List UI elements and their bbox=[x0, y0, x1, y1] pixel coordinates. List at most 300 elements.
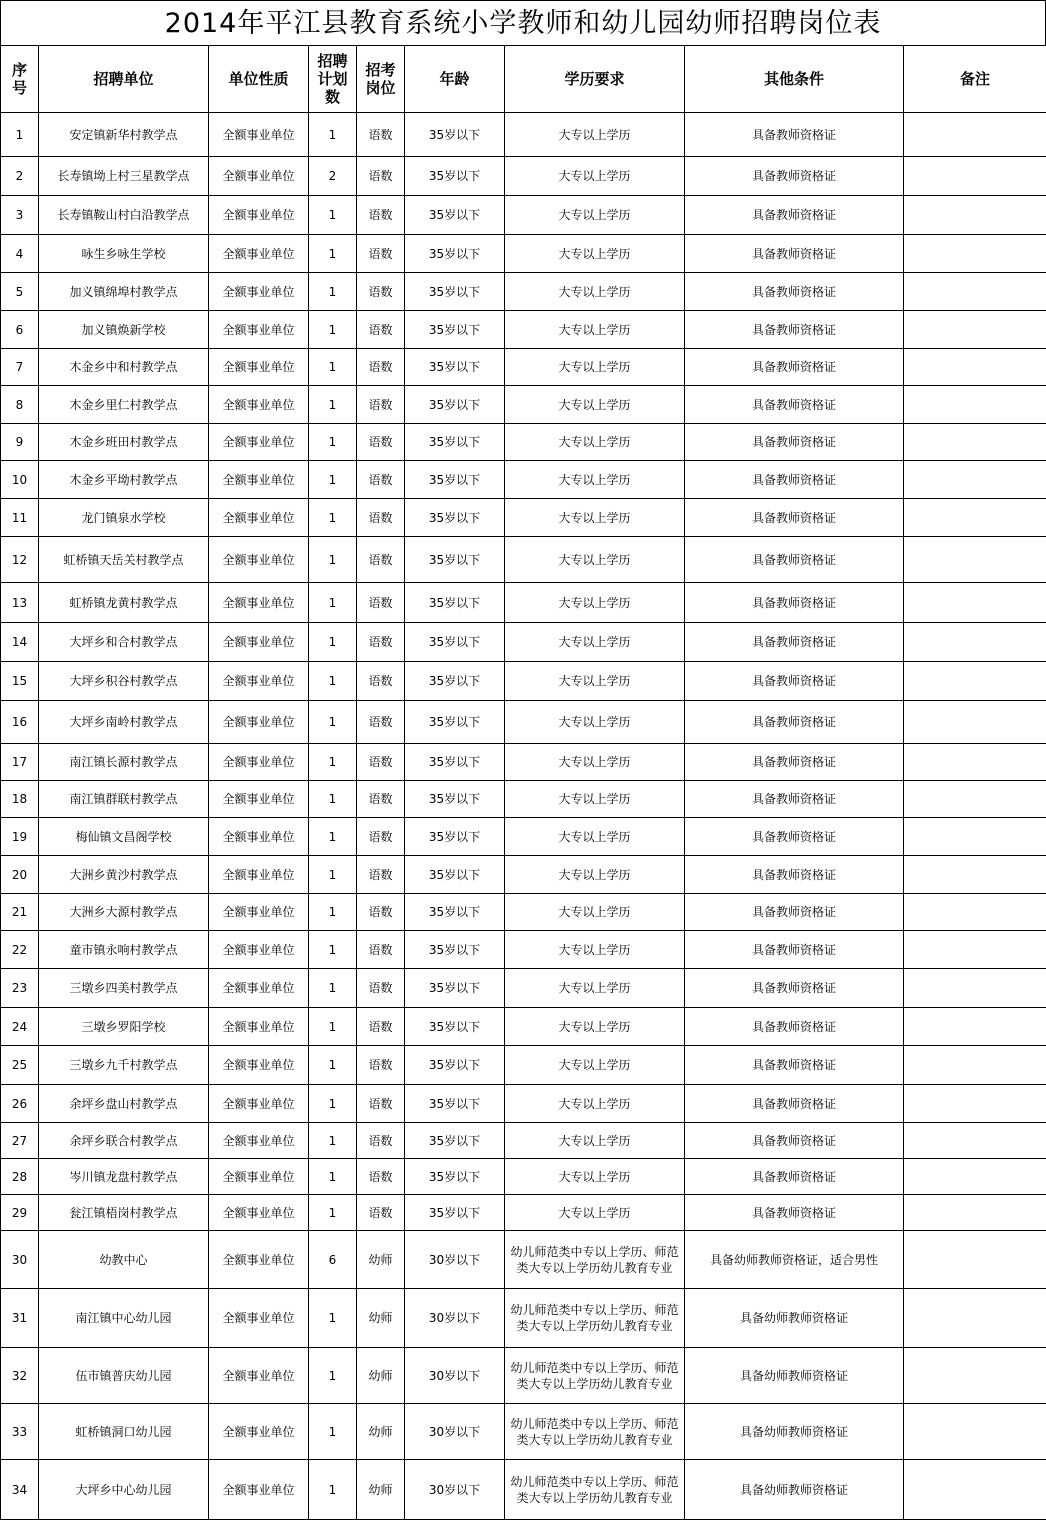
cell-nature: 全额事业单位 bbox=[209, 1231, 309, 1289]
cell-unit: 虹桥镇洞口幼儿园 bbox=[39, 1404, 209, 1460]
cell-other: 具备教师资格证 bbox=[685, 1123, 904, 1159]
cell-plan: 1 bbox=[309, 623, 357, 662]
cell-age: 35岁以下 bbox=[405, 311, 505, 349]
cell-remark bbox=[904, 386, 1046, 424]
cell-nature: 全额事业单位 bbox=[209, 235, 309, 273]
cell-plan: 1 bbox=[309, 969, 357, 1008]
cell-nature: 全额事业单位 bbox=[209, 744, 309, 781]
cell-age: 35岁以下 bbox=[405, 1159, 505, 1195]
cell-post: 语数 bbox=[357, 931, 405, 969]
cell-nature: 全额事业单位 bbox=[209, 1085, 309, 1123]
cell-seq: 18 bbox=[1, 781, 39, 818]
cell-nature: 全额事业单位 bbox=[209, 1404, 309, 1460]
cell-unit: 三墩乡四美村教学点 bbox=[39, 969, 209, 1008]
table-row bbox=[1, 894, 1046, 931]
table-row bbox=[1, 1159, 1046, 1195]
cell-seq: 5 bbox=[1, 273, 39, 311]
cell-unit: 南江镇中心幼儿园 bbox=[39, 1289, 209, 1348]
table-row bbox=[1, 157, 1046, 196]
header-nature: 单位性质 bbox=[209, 46, 309, 113]
table-row bbox=[1, 273, 1046, 311]
cell-age: 35岁以下 bbox=[405, 583, 505, 623]
cell-age: 35岁以下 bbox=[405, 701, 505, 744]
cell-seq: 4 bbox=[1, 235, 39, 273]
cell-remark bbox=[904, 537, 1046, 583]
cell-post: 语数 bbox=[357, 196, 405, 235]
cell-nature: 全额事业单位 bbox=[209, 461, 309, 499]
table-row bbox=[1, 969, 1046, 1008]
cell-unit: 余坪乡联合村教学点 bbox=[39, 1123, 209, 1159]
cell-seq: 1 bbox=[1, 113, 39, 157]
cell-plan: 1 bbox=[309, 894, 357, 931]
cell-plan: 1 bbox=[309, 1404, 357, 1460]
cell-other: 具备教师资格证 bbox=[685, 537, 904, 583]
cell-age: 35岁以下 bbox=[405, 744, 505, 781]
cell-nature: 全额事业单位 bbox=[209, 931, 309, 969]
cell-unit: 虹桥镇龙黄村教学点 bbox=[39, 583, 209, 623]
table-row bbox=[1, 1348, 1046, 1404]
cell-remark bbox=[904, 623, 1046, 662]
cell-other: 具备教师资格证 bbox=[685, 623, 904, 662]
cell-plan: 1 bbox=[309, 196, 357, 235]
header-remark: 备注 bbox=[904, 46, 1046, 113]
table-row bbox=[1, 744, 1046, 781]
cell-edu: 大专以上学历 bbox=[505, 461, 685, 499]
cell-unit: 大坪乡积谷村教学点 bbox=[39, 662, 209, 701]
cell-nature: 全额事业单位 bbox=[209, 1123, 309, 1159]
cell-nature: 全额事业单位 bbox=[209, 499, 309, 537]
cell-post: 语数 bbox=[357, 235, 405, 273]
cell-age: 35岁以下 bbox=[405, 1195, 505, 1231]
cell-age: 35岁以下 bbox=[405, 623, 505, 662]
cell-nature: 全额事业单位 bbox=[209, 818, 309, 856]
table-row bbox=[1, 235, 1046, 273]
cell-unit: 木金乡平坳村教学点 bbox=[39, 461, 209, 499]
cell-remark bbox=[904, 196, 1046, 235]
cell-unit: 加义镇绵埠村教学点 bbox=[39, 273, 209, 311]
cell-nature: 全额事业单位 bbox=[209, 1008, 309, 1046]
header-plan: 招聘计划数 bbox=[309, 46, 357, 113]
cell-nature: 全额事业单位 bbox=[209, 1348, 309, 1404]
cell-edu: 大专以上学历 bbox=[505, 662, 685, 701]
cell-plan: 1 bbox=[309, 1159, 357, 1195]
cell-post: 语数 bbox=[357, 856, 405, 894]
cell-unit: 三墩乡九千村教学点 bbox=[39, 1046, 209, 1085]
cell-other: 具备教师资格证 bbox=[685, 1159, 904, 1195]
cell-seq: 31 bbox=[1, 1289, 39, 1348]
table-row bbox=[1, 424, 1046, 461]
table-row bbox=[1, 1289, 1046, 1348]
cell-post: 语数 bbox=[357, 781, 405, 818]
cell-remark bbox=[904, 499, 1046, 537]
cell-post: 语数 bbox=[357, 113, 405, 157]
cell-post: 幼师 bbox=[357, 1231, 405, 1289]
cell-nature: 全额事业单位 bbox=[209, 781, 309, 818]
cell-plan: 1 bbox=[309, 856, 357, 894]
cell-unit: 龙门镇泉水学校 bbox=[39, 499, 209, 537]
cell-seq: 19 bbox=[1, 818, 39, 856]
cell-remark bbox=[904, 818, 1046, 856]
cell-plan: 1 bbox=[309, 1348, 357, 1404]
cell-edu: 大专以上学历 bbox=[505, 781, 685, 818]
cell-edu: 大专以上学历 bbox=[505, 623, 685, 662]
cell-remark bbox=[904, 157, 1046, 196]
cell-nature: 全额事业单位 bbox=[209, 894, 309, 931]
cell-post: 语数 bbox=[357, 424, 405, 461]
cell-post: 语数 bbox=[357, 273, 405, 311]
cell-post: 语数 bbox=[357, 537, 405, 583]
table-row bbox=[1, 1404, 1046, 1460]
cell-unit: 岑川镇龙盘村教学点 bbox=[39, 1159, 209, 1195]
cell-post: 语数 bbox=[357, 1008, 405, 1046]
cell-unit: 南江镇群联村教学点 bbox=[39, 781, 209, 818]
cell-seq: 15 bbox=[1, 662, 39, 701]
cell-plan: 1 bbox=[309, 744, 357, 781]
cell-seq: 22 bbox=[1, 931, 39, 969]
cell-plan: 1 bbox=[309, 311, 357, 349]
cell-post: 语数 bbox=[357, 744, 405, 781]
header-edu: 学历要求 bbox=[505, 46, 685, 113]
cell-other: 具备教师资格证 bbox=[685, 894, 904, 931]
cell-remark bbox=[904, 931, 1046, 969]
cell-nature: 全额事业单位 bbox=[209, 1159, 309, 1195]
cell-seq: 21 bbox=[1, 894, 39, 931]
header-unit: 招聘单位 bbox=[39, 46, 209, 113]
cell-seq: 25 bbox=[1, 1046, 39, 1085]
cell-post: 语数 bbox=[357, 349, 405, 386]
table-row bbox=[1, 1231, 1046, 1289]
cell-unit: 童市镇永响村教学点 bbox=[39, 931, 209, 969]
cell-remark bbox=[904, 894, 1046, 931]
cell-plan: 1 bbox=[309, 1195, 357, 1231]
table-row bbox=[1, 386, 1046, 424]
table-row bbox=[1, 349, 1046, 386]
cell-nature: 全额事业单位 bbox=[209, 196, 309, 235]
cell-seq: 26 bbox=[1, 1085, 39, 1123]
cell-edu: 大专以上学历 bbox=[505, 537, 685, 583]
cell-other: 具备教师资格证 bbox=[685, 818, 904, 856]
table-row bbox=[1, 196, 1046, 235]
cell-plan: 1 bbox=[309, 662, 357, 701]
table-row bbox=[1, 1085, 1046, 1123]
cell-plan: 1 bbox=[309, 113, 357, 157]
cell-post: 语数 bbox=[357, 623, 405, 662]
cell-unit: 咏生乡咏生学校 bbox=[39, 235, 209, 273]
table-row bbox=[1, 1460, 1046, 1520]
cell-other: 具备教师资格证 bbox=[685, 781, 904, 818]
cell-seq: 10 bbox=[1, 461, 39, 499]
cell-plan: 1 bbox=[309, 386, 357, 424]
cell-plan: 1 bbox=[309, 1460, 357, 1520]
header-post: 招考岗位 bbox=[357, 46, 405, 113]
cell-edu: 大专以上学历 bbox=[505, 1046, 685, 1085]
cell-seq: 2 bbox=[1, 157, 39, 196]
cell-other: 具备幼师教师资格证 bbox=[685, 1348, 904, 1404]
cell-remark bbox=[904, 1046, 1046, 1085]
cell-unit: 大坪乡和合村教学点 bbox=[39, 623, 209, 662]
cell-post: 语数 bbox=[357, 969, 405, 1008]
cell-remark bbox=[904, 113, 1046, 157]
cell-seq: 34 bbox=[1, 1460, 39, 1520]
cell-unit: 长寿镇坳上村三星教学点 bbox=[39, 157, 209, 196]
cell-edu: 大专以上学历 bbox=[505, 499, 685, 537]
cell-edu: 大专以上学历 bbox=[505, 424, 685, 461]
cell-other: 具备教师资格证 bbox=[685, 386, 904, 424]
cell-seq: 7 bbox=[1, 349, 39, 386]
cell-post: 语数 bbox=[357, 1085, 405, 1123]
cell-remark bbox=[904, 1159, 1046, 1195]
page-title: 2014年平江县教育系统小学教师和幼儿园幼师招聘岗位表 bbox=[0, 0, 1046, 45]
cell-age: 35岁以下 bbox=[405, 499, 505, 537]
cell-seq: 33 bbox=[1, 1404, 39, 1460]
cell-seq: 20 bbox=[1, 856, 39, 894]
table-row bbox=[1, 856, 1046, 894]
cell-edu: 大专以上学历 bbox=[505, 235, 685, 273]
cell-age: 35岁以下 bbox=[405, 196, 505, 235]
cell-other: 具备教师资格证 bbox=[685, 744, 904, 781]
cell-edu: 大专以上学历 bbox=[505, 273, 685, 311]
cell-seq: 28 bbox=[1, 1159, 39, 1195]
cell-remark bbox=[904, 1460, 1046, 1520]
table-row bbox=[1, 818, 1046, 856]
cell-post: 语数 bbox=[357, 894, 405, 931]
cell-unit: 安定镇新华村教学点 bbox=[39, 113, 209, 157]
table-row bbox=[1, 1008, 1046, 1046]
cell-remark bbox=[904, 1123, 1046, 1159]
recruitment-table bbox=[0, 45, 1046, 1520]
cell-unit: 梅仙镇文昌阁学校 bbox=[39, 818, 209, 856]
cell-other: 具备教师资格证 bbox=[685, 196, 904, 235]
table-row bbox=[1, 1123, 1046, 1159]
cell-other: 具备教师资格证 bbox=[685, 113, 904, 157]
cell-other: 具备教师资格证 bbox=[685, 583, 904, 623]
table-row bbox=[1, 583, 1046, 623]
cell-age: 35岁以下 bbox=[405, 1123, 505, 1159]
cell-remark bbox=[904, 1404, 1046, 1460]
cell-nature: 全额事业单位 bbox=[209, 662, 309, 701]
cell-unit: 南江镇长源村教学点 bbox=[39, 744, 209, 781]
cell-unit: 大坪乡南岭村教学点 bbox=[39, 701, 209, 744]
cell-plan: 1 bbox=[309, 583, 357, 623]
cell-remark bbox=[904, 235, 1046, 273]
cell-nature: 全额事业单位 bbox=[209, 349, 309, 386]
cell-edu: 大专以上学历 bbox=[505, 583, 685, 623]
cell-seq: 30 bbox=[1, 1231, 39, 1289]
cell-remark bbox=[904, 781, 1046, 818]
cell-post: 语数 bbox=[357, 461, 405, 499]
cell-edu: 大专以上学历 bbox=[505, 157, 685, 196]
cell-remark bbox=[904, 701, 1046, 744]
cell-other: 具备教师资格证 bbox=[685, 969, 904, 1008]
cell-post: 语数 bbox=[357, 311, 405, 349]
cell-age: 30岁以下 bbox=[405, 1231, 505, 1289]
cell-other: 具备教师资格证 bbox=[685, 1085, 904, 1123]
cell-age: 35岁以下 bbox=[405, 969, 505, 1008]
cell-edu: 大专以上学历 bbox=[505, 744, 685, 781]
cell-edu: 大专以上学历 bbox=[505, 1159, 685, 1195]
cell-other: 具备教师资格证 bbox=[685, 273, 904, 311]
cell-unit: 大坪乡中心幼儿园 bbox=[39, 1460, 209, 1520]
cell-post: 语数 bbox=[357, 1195, 405, 1231]
cell-other: 具备教师资格证 bbox=[685, 1195, 904, 1231]
cell-remark bbox=[904, 1289, 1046, 1348]
cell-age: 35岁以下 bbox=[405, 424, 505, 461]
cell-remark bbox=[904, 856, 1046, 894]
cell-nature: 全额事业单位 bbox=[209, 424, 309, 461]
cell-seq: 9 bbox=[1, 424, 39, 461]
cell-remark bbox=[904, 1195, 1046, 1231]
cell-other: 具备教师资格证 bbox=[685, 499, 904, 537]
cell-other: 具备教师资格证 bbox=[685, 157, 904, 196]
cell-edu: 大专以上学历 bbox=[505, 856, 685, 894]
cell-age: 30岁以下 bbox=[405, 1404, 505, 1460]
cell-plan: 1 bbox=[309, 1123, 357, 1159]
cell-seq: 23 bbox=[1, 969, 39, 1008]
cell-other: 具备教师资格证 bbox=[685, 931, 904, 969]
cell-plan: 2 bbox=[309, 157, 357, 196]
cell-nature: 全额事业单位 bbox=[209, 856, 309, 894]
cell-unit: 加义镇焕新学校 bbox=[39, 311, 209, 349]
cell-other: 具备教师资格证 bbox=[685, 1046, 904, 1085]
table-row bbox=[1, 311, 1046, 349]
cell-plan: 1 bbox=[309, 537, 357, 583]
cell-other: 具备教师资格证 bbox=[685, 662, 904, 701]
cell-unit: 幼教中心 bbox=[39, 1231, 209, 1289]
cell-seq: 13 bbox=[1, 583, 39, 623]
cell-remark bbox=[904, 1231, 1046, 1289]
cell-post: 幼师 bbox=[357, 1404, 405, 1460]
cell-seq: 12 bbox=[1, 537, 39, 583]
cell-nature: 全额事业单位 bbox=[209, 1046, 309, 1085]
cell-post: 幼师 bbox=[357, 1460, 405, 1520]
cell-age: 30岁以下 bbox=[405, 1289, 505, 1348]
cell-age: 30岁以下 bbox=[405, 1348, 505, 1404]
cell-plan: 1 bbox=[309, 1008, 357, 1046]
cell-unit: 木金乡中和村教学点 bbox=[39, 349, 209, 386]
cell-nature: 全额事业单位 bbox=[209, 969, 309, 1008]
cell-nature: 全额事业单位 bbox=[209, 1460, 309, 1520]
cell-edu: 大专以上学历 bbox=[505, 311, 685, 349]
cell-remark bbox=[904, 583, 1046, 623]
cell-nature: 全额事业单位 bbox=[209, 701, 309, 744]
cell-seq: 8 bbox=[1, 386, 39, 424]
cell-nature: 全额事业单位 bbox=[209, 273, 309, 311]
cell-post: 幼师 bbox=[357, 1289, 405, 1348]
cell-seq: 14 bbox=[1, 623, 39, 662]
cell-age: 35岁以下 bbox=[405, 273, 505, 311]
cell-other: 具备教师资格证 bbox=[685, 424, 904, 461]
cell-post: 语数 bbox=[357, 662, 405, 701]
cell-other: 具备幼师教师资格证 bbox=[685, 1289, 904, 1348]
cell-nature: 全额事业单位 bbox=[209, 583, 309, 623]
cell-post: 语数 bbox=[357, 386, 405, 424]
cell-nature: 全额事业单位 bbox=[209, 1289, 309, 1348]
table-row bbox=[1, 113, 1046, 157]
header-seq: 序号 bbox=[1, 46, 39, 113]
header-age: 年龄 bbox=[405, 46, 505, 113]
cell-edu: 大专以上学历 bbox=[505, 931, 685, 969]
cell-plan: 1 bbox=[309, 818, 357, 856]
cell-seq: 27 bbox=[1, 1123, 39, 1159]
cell-edu: 大专以上学历 bbox=[505, 386, 685, 424]
cell-nature: 全额事业单位 bbox=[209, 1195, 309, 1231]
cell-post: 语数 bbox=[357, 1123, 405, 1159]
cell-seq: 3 bbox=[1, 196, 39, 235]
cell-age: 35岁以下 bbox=[405, 856, 505, 894]
cell-edu: 大专以上学历 bbox=[505, 1085, 685, 1123]
cell-remark bbox=[904, 1348, 1046, 1404]
cell-unit: 大洲乡黄沙村教学点 bbox=[39, 856, 209, 894]
cell-other: 具备教师资格证 bbox=[685, 349, 904, 386]
cell-age: 35岁以下 bbox=[405, 1085, 505, 1123]
cell-edu: 大专以上学历 bbox=[505, 894, 685, 931]
cell-edu: 幼儿师范类中专以上学历、师范类大专以上学历幼儿教育专业 bbox=[505, 1460, 685, 1520]
cell-edu: 大专以上学历 bbox=[505, 701, 685, 744]
cell-seq: 24 bbox=[1, 1008, 39, 1046]
cell-age: 35岁以下 bbox=[405, 157, 505, 196]
table-header-row bbox=[1, 46, 1046, 113]
cell-edu: 大专以上学历 bbox=[505, 818, 685, 856]
table-row bbox=[1, 781, 1046, 818]
table-row bbox=[1, 537, 1046, 583]
cell-post: 语数 bbox=[357, 583, 405, 623]
cell-plan: 1 bbox=[309, 499, 357, 537]
cell-post: 语数 bbox=[357, 1046, 405, 1085]
cell-remark bbox=[904, 744, 1046, 781]
cell-plan: 1 bbox=[309, 1085, 357, 1123]
cell-plan: 1 bbox=[309, 931, 357, 969]
cell-nature: 全额事业单位 bbox=[209, 113, 309, 157]
cell-unit: 长寿镇鞍山村白沿教学点 bbox=[39, 196, 209, 235]
cell-other: 具备教师资格证 bbox=[685, 311, 904, 349]
cell-other: 具备幼师教师资格证，适合男性 bbox=[685, 1231, 904, 1289]
cell-other: 具备教师资格证 bbox=[685, 235, 904, 273]
cell-edu: 大专以上学历 bbox=[505, 969, 685, 1008]
table-row bbox=[1, 701, 1046, 744]
cell-nature: 全额事业单位 bbox=[209, 157, 309, 196]
cell-age: 35岁以下 bbox=[405, 1008, 505, 1046]
cell-age: 30岁以下 bbox=[405, 1460, 505, 1520]
cell-seq: 32 bbox=[1, 1348, 39, 1404]
cell-plan: 1 bbox=[309, 781, 357, 818]
cell-remark bbox=[904, 349, 1046, 386]
cell-unit: 大洲乡大源村教学点 bbox=[39, 894, 209, 931]
cell-age: 35岁以下 bbox=[405, 113, 505, 157]
cell-post: 语数 bbox=[357, 701, 405, 744]
cell-age: 35岁以下 bbox=[405, 235, 505, 273]
cell-edu: 大专以上学历 bbox=[505, 1008, 685, 1046]
cell-age: 35岁以下 bbox=[405, 1046, 505, 1085]
cell-seq: 6 bbox=[1, 311, 39, 349]
cell-nature: 全额事业单位 bbox=[209, 386, 309, 424]
cell-post: 语数 bbox=[357, 157, 405, 196]
cell-post: 幼师 bbox=[357, 1348, 405, 1404]
cell-edu: 幼儿师范类中专以上学历、师范类大专以上学历幼儿教育专业 bbox=[505, 1348, 685, 1404]
cell-plan: 1 bbox=[309, 1289, 357, 1348]
cell-plan: 1 bbox=[309, 461, 357, 499]
cell-plan: 1 bbox=[309, 273, 357, 311]
cell-seq: 17 bbox=[1, 744, 39, 781]
cell-remark bbox=[904, 1008, 1046, 1046]
cell-remark bbox=[904, 311, 1046, 349]
table-row bbox=[1, 623, 1046, 662]
table-row bbox=[1, 1046, 1046, 1085]
cell-seq: 29 bbox=[1, 1195, 39, 1231]
cell-other: 具备教师资格证 bbox=[685, 701, 904, 744]
cell-remark bbox=[904, 1085, 1046, 1123]
cell-other: 具备幼师教师资格证 bbox=[685, 1460, 904, 1520]
cell-remark bbox=[904, 273, 1046, 311]
